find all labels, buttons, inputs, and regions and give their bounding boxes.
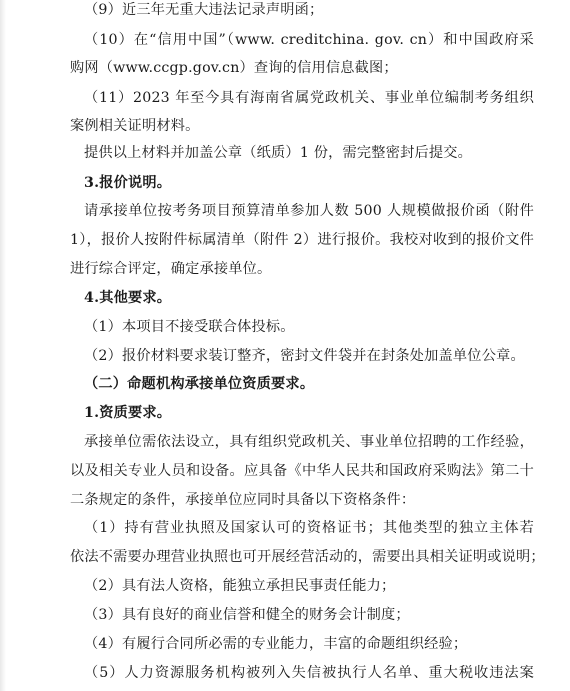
- text-line: 1），报价人按附件标属清单（附件 2）进行报价。我校对收到的报价文件: [70, 232, 534, 248]
- text-line: （1）持有营业执照及国家认可的资格证书；其他类型的独立主体若: [84, 520, 534, 536]
- text-line: （10）在“信用中国”（www. creditchina. gov. cn）和中国政府采: [84, 32, 534, 48]
- text-line: （4）有履行合同所必需的专业能力，丰富的命题组织经验；: [84, 636, 468, 652]
- section-heading: 1.资质要求。: [84, 405, 172, 421]
- text-line: （3）具有良好的商业信誉和健全的财务会计制度；: [84, 607, 410, 623]
- text-line: （9）近三年无重大违法记录声明函；: [84, 2, 324, 18]
- text-line: 以及相关专业人员和设备。应具备《中华人民共和国政府采购法》第二十: [70, 463, 534, 479]
- text-line: （1）本项目不接受联合体投标。: [84, 319, 295, 335]
- text-line: 承接单位需依法设立，具有组织党政机关、事业单位招聘的工作经验，: [84, 434, 534, 450]
- text-line: 案例相关证明材料。: [70, 118, 200, 134]
- text-line: （2）具有法人资格，能独立承担民事责任能力；: [84, 578, 396, 594]
- section-heading: （二）命题机构承接单位资质要求。: [84, 376, 315, 392]
- text-line: 购网（www.ccgp.gov.cn）查询的信用信息截图；: [70, 60, 398, 76]
- text-line: 依法不需要办理营业执照也可开展经营活动的，需要出具相关证明或说明；: [70, 549, 545, 565]
- section-heading: 3.报价说明。: [84, 175, 172, 191]
- section-heading: 4.其他要求。: [84, 290, 172, 306]
- text-line: 进行综合评定，确定承接单位。: [70, 261, 272, 277]
- text-line: 请承接单位按考务项目预算清单参加人数 500 人规模做报价函（附件: [84, 203, 534, 219]
- text-line: （11）2023 年至今具有海南省属党政机关、事业单位编制考务组织: [84, 90, 534, 106]
- page-edge-shadow: [0, 0, 6, 691]
- text-line: （2）报价材料要求装订整齐，密封文件袋并在封条处加盖单位公章。: [84, 348, 525, 364]
- text-line: 二条规定的条件，承接单位应同时具备以下资格条件：: [70, 492, 416, 508]
- text-line: （5）人力资源服务机构被列入失信被执行人名单、重大税收违法案: [84, 665, 534, 681]
- text-line: 提供以上材料并加盖公章（纸质）1 份，需完整密封后提交。: [84, 145, 473, 161]
